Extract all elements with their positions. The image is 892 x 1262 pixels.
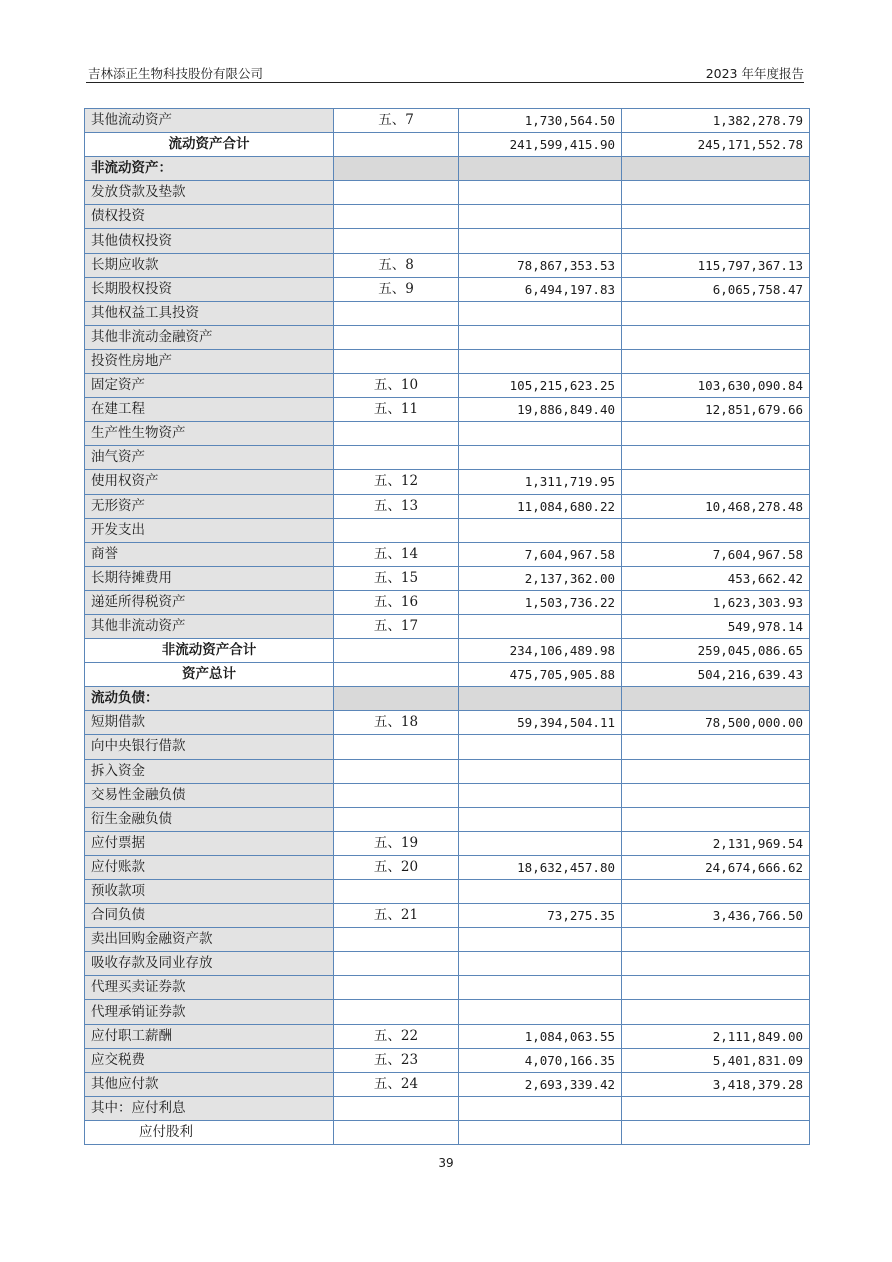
row-label: 商誉 <box>85 542 334 566</box>
row-label: 开发支出 <box>85 518 334 542</box>
row-label: 拆入资金 <box>85 759 334 783</box>
row-label: 生产性生物资产 <box>85 422 334 446</box>
prior-period-value <box>622 952 810 976</box>
table-row <box>85 422 810 446</box>
table-row <box>85 301 810 325</box>
current-period-value: 241,599,415.90 <box>459 133 622 157</box>
current-period-value <box>459 325 622 349</box>
note-ref: 五、18 <box>334 711 459 735</box>
current-period-value <box>459 157 622 181</box>
note-ref: 五、23 <box>334 1048 459 1072</box>
table-row <box>85 494 810 518</box>
note-ref <box>334 349 459 373</box>
current-period-value: 2,693,339.42 <box>459 1072 622 1096</box>
note-ref: 五、16 <box>334 590 459 614</box>
note-ref <box>334 181 459 205</box>
row-label: 长期应收款 <box>85 253 334 277</box>
note-ref <box>334 807 459 831</box>
note-ref: 五、11 <box>334 398 459 422</box>
note-ref <box>334 301 459 325</box>
prior-period-value: 3,436,766.50 <box>622 904 810 928</box>
prior-period-value: 6,065,758.47 <box>622 277 810 301</box>
table-row <box>85 109 810 133</box>
prior-period-value: 2,131,969.54 <box>622 831 810 855</box>
prior-period-value <box>622 1096 810 1120</box>
current-period-value <box>459 301 622 325</box>
current-period-value: 1,311,719.95 <box>459 470 622 494</box>
row-label: 预收款项 <box>85 880 334 904</box>
prior-period-value <box>622 349 810 373</box>
prior-period-value: 115,797,367.13 <box>622 253 810 277</box>
page-header <box>86 64 804 82</box>
note-ref <box>334 446 459 470</box>
row-label: 长期股权投资 <box>85 277 334 301</box>
current-period-value: 234,106,489.98 <box>459 639 622 663</box>
row-label: 流动资产合计 <box>85 133 334 157</box>
note-ref <box>334 205 459 229</box>
table-row <box>85 518 810 542</box>
prior-period-value <box>622 1000 810 1024</box>
table-row <box>85 349 810 373</box>
prior-period-value <box>622 422 810 446</box>
row-label: 合同负债 <box>85 904 334 928</box>
current-period-value <box>459 1000 622 1024</box>
current-period-value <box>459 928 622 952</box>
row-label: 代理承销证券款 <box>85 1000 334 1024</box>
row-label: 流动负债： <box>85 687 334 711</box>
prior-period-value <box>622 470 810 494</box>
table-row <box>85 542 810 566</box>
current-period-value <box>459 1096 622 1120</box>
note-ref <box>334 639 459 663</box>
note-ref: 五、20 <box>334 855 459 879</box>
current-period-value: 78,867,353.53 <box>459 253 622 277</box>
row-label: 应付职工薪酬 <box>85 1024 334 1048</box>
current-period-value: 73,275.35 <box>459 904 622 928</box>
current-period-value <box>459 1120 622 1144</box>
prior-period-value: 2,111,849.00 <box>622 1024 810 1048</box>
page-number: 39 <box>438 1156 454 1170</box>
note-ref <box>334 952 459 976</box>
row-label: 应付票据 <box>85 831 334 855</box>
current-period-value <box>459 880 622 904</box>
table-row <box>85 711 810 735</box>
prior-period-value: 245,171,552.78 <box>622 133 810 157</box>
current-period-value <box>459 614 622 638</box>
table-row <box>85 952 810 976</box>
table-row <box>85 880 810 904</box>
balance-sheet-table <box>84 108 810 1145</box>
row-label: 应交税费 <box>85 1048 334 1072</box>
prior-period-value: 1,623,303.93 <box>622 590 810 614</box>
note-ref: 五、21 <box>334 904 459 928</box>
note-ref: 五、8 <box>334 253 459 277</box>
current-period-value <box>459 783 622 807</box>
current-period-value <box>459 349 622 373</box>
current-period-value <box>459 446 622 470</box>
table-row <box>85 566 810 590</box>
prior-period-value <box>622 880 810 904</box>
table-row <box>85 205 810 229</box>
prior-period-value <box>622 301 810 325</box>
row-label: 油气资产 <box>85 446 334 470</box>
current-period-value <box>459 831 622 855</box>
note-ref: 五、19 <box>334 831 459 855</box>
row-label: 交易性金融负债 <box>85 783 334 807</box>
current-period-value: 59,394,504.11 <box>459 711 622 735</box>
table-row <box>85 181 810 205</box>
note-ref: 五、13 <box>334 494 459 518</box>
table-row <box>85 1096 810 1120</box>
row-label: 衍生金融负债 <box>85 807 334 831</box>
prior-period-value: 1,382,278.79 <box>622 109 810 133</box>
note-ref: 五、24 <box>334 1072 459 1096</box>
table-row <box>85 1120 810 1144</box>
section-header-row <box>85 687 810 711</box>
report-title: 2023 年年度报告 <box>705 66 804 81</box>
prior-period-value: 78,500,000.00 <box>622 711 810 735</box>
current-period-value: 19,886,849.40 <box>459 398 622 422</box>
note-ref <box>334 422 459 446</box>
table-row <box>85 398 810 422</box>
prior-period-value: 7,604,967.58 <box>622 542 810 566</box>
row-label: 无形资产 <box>85 494 334 518</box>
note-ref <box>334 325 459 349</box>
prior-period-value: 3,418,379.28 <box>622 1072 810 1096</box>
row-label: 吸收存款及同业存放 <box>85 952 334 976</box>
row-label: 应付账款 <box>85 855 334 879</box>
note-ref <box>334 687 459 711</box>
note-ref: 五、15 <box>334 566 459 590</box>
note-ref: 五、17 <box>334 614 459 638</box>
prior-period-value: 5,401,831.09 <box>622 1048 810 1072</box>
prior-period-value: 103,630,090.84 <box>622 374 810 398</box>
table-row <box>85 253 810 277</box>
note-ref <box>334 759 459 783</box>
current-period-value <box>459 422 622 446</box>
current-period-value: 1,730,564.50 <box>459 109 622 133</box>
prior-period-value <box>622 687 810 711</box>
note-ref: 五、12 <box>334 470 459 494</box>
table-row <box>85 807 810 831</box>
current-period-value: 4,070,166.35 <box>459 1048 622 1072</box>
table-row <box>85 446 810 470</box>
current-period-value: 7,604,967.58 <box>459 542 622 566</box>
row-label: 债权投资 <box>85 205 334 229</box>
table-row <box>85 374 810 398</box>
prior-period-value <box>622 325 810 349</box>
table-row <box>85 855 810 879</box>
note-ref <box>334 1096 459 1120</box>
prior-period-value <box>622 759 810 783</box>
total-row <box>85 133 810 157</box>
prior-period-value: 453,662.42 <box>622 566 810 590</box>
row-label: 其他非流动资产 <box>85 614 334 638</box>
current-period-value <box>459 518 622 542</box>
current-period-value <box>459 735 622 759</box>
row-label: 卖出回购金融资产款 <box>85 928 334 952</box>
row-label: 向中央银行借款 <box>85 735 334 759</box>
prior-period-value <box>622 205 810 229</box>
table-row <box>85 1072 810 1096</box>
row-label: 资产总计 <box>85 663 334 687</box>
note-ref: 五、22 <box>334 1024 459 1048</box>
table-row <box>85 325 810 349</box>
row-label: 使用权资产 <box>85 470 334 494</box>
row-label: 其中：应付利息 <box>85 1096 334 1120</box>
note-ref: 五、9 <box>334 277 459 301</box>
current-period-value: 1,503,736.22 <box>459 590 622 614</box>
note-ref <box>334 1000 459 1024</box>
current-period-value: 1,084,063.55 <box>459 1024 622 1048</box>
prior-period-value: 504,216,639.43 <box>622 663 810 687</box>
current-period-value <box>459 181 622 205</box>
row-label: 应付股利 <box>85 1120 334 1144</box>
prior-period-value <box>622 976 810 1000</box>
total-row <box>85 639 810 663</box>
header-divider <box>86 82 804 83</box>
prior-period-value <box>622 1120 810 1144</box>
prior-period-value: 259,045,086.65 <box>622 639 810 663</box>
note-ref: 五、10 <box>334 374 459 398</box>
row-label: 在建工程 <box>85 398 334 422</box>
prior-period-value <box>622 807 810 831</box>
note-ref <box>334 735 459 759</box>
current-period-value <box>459 759 622 783</box>
row-label: 短期借款 <box>85 711 334 735</box>
prior-period-value: 10,468,278.48 <box>622 494 810 518</box>
current-period-value: 105,215,623.25 <box>459 374 622 398</box>
row-label: 其他流动资产 <box>85 109 334 133</box>
row-label: 投资性房地产 <box>85 349 334 373</box>
current-period-value <box>459 687 622 711</box>
current-period-value: 2,137,362.00 <box>459 566 622 590</box>
table-row <box>85 928 810 952</box>
balance-sheet-body <box>85 109 810 1145</box>
note-ref <box>334 157 459 181</box>
table-row <box>85 1048 810 1072</box>
table-row <box>85 614 810 638</box>
table-row <box>85 759 810 783</box>
table-row <box>85 783 810 807</box>
note-ref <box>334 880 459 904</box>
current-period-value: 475,705,905.88 <box>459 663 622 687</box>
section-header-row <box>85 157 810 181</box>
current-period-value: 11,084,680.22 <box>459 494 622 518</box>
row-label: 其他债权投资 <box>85 229 334 253</box>
prior-period-value <box>622 157 810 181</box>
row-label: 长期待摊费用 <box>85 566 334 590</box>
row-label: 其他应付款 <box>85 1072 334 1096</box>
current-period-value <box>459 952 622 976</box>
prior-period-value: 12,851,679.66 <box>622 398 810 422</box>
note-ref <box>334 663 459 687</box>
table-row <box>85 1000 810 1024</box>
table-row <box>85 470 810 494</box>
prior-period-value <box>622 229 810 253</box>
row-label: 发放贷款及垫款 <box>85 181 334 205</box>
note-ref <box>334 133 459 157</box>
row-label: 其他权益工具投资 <box>85 301 334 325</box>
prior-period-value <box>622 181 810 205</box>
current-period-value <box>459 229 622 253</box>
table-row <box>85 904 810 928</box>
table-row <box>85 1024 810 1048</box>
prior-period-value <box>622 446 810 470</box>
table-row <box>85 590 810 614</box>
table-row <box>85 831 810 855</box>
note-ref: 五、7 <box>334 109 459 133</box>
table-row <box>85 229 810 253</box>
note-ref <box>334 928 459 952</box>
row-label: 代理买卖证券款 <box>85 976 334 1000</box>
note-ref <box>334 229 459 253</box>
table-row <box>85 277 810 301</box>
current-period-value: 6,494,197.83 <box>459 277 622 301</box>
prior-period-value <box>622 783 810 807</box>
table-row <box>85 735 810 759</box>
row-label: 其他非流动金融资产 <box>85 325 334 349</box>
row-label: 递延所得税资产 <box>85 590 334 614</box>
prior-period-value <box>622 735 810 759</box>
prior-period-value <box>622 518 810 542</box>
company-name: 吉林添正生物科技股份有限公司 <box>88 66 264 81</box>
note-ref: 五、14 <box>334 542 459 566</box>
table-row <box>85 976 810 1000</box>
current-period-value <box>459 976 622 1000</box>
note-ref <box>334 783 459 807</box>
current-period-value <box>459 807 622 831</box>
note-ref <box>334 976 459 1000</box>
row-label: 非流动资产合计 <box>85 639 334 663</box>
note-ref <box>334 1120 459 1144</box>
total-row <box>85 663 810 687</box>
row-label: 固定资产 <box>85 374 334 398</box>
prior-period-value <box>622 928 810 952</box>
row-label: 非流动资产： <box>85 157 334 181</box>
prior-period-value: 24,674,666.62 <box>622 855 810 879</box>
note-ref <box>334 518 459 542</box>
current-period-value: 18,632,457.80 <box>459 855 622 879</box>
current-period-value <box>459 205 622 229</box>
prior-period-value: 549,978.14 <box>622 614 810 638</box>
